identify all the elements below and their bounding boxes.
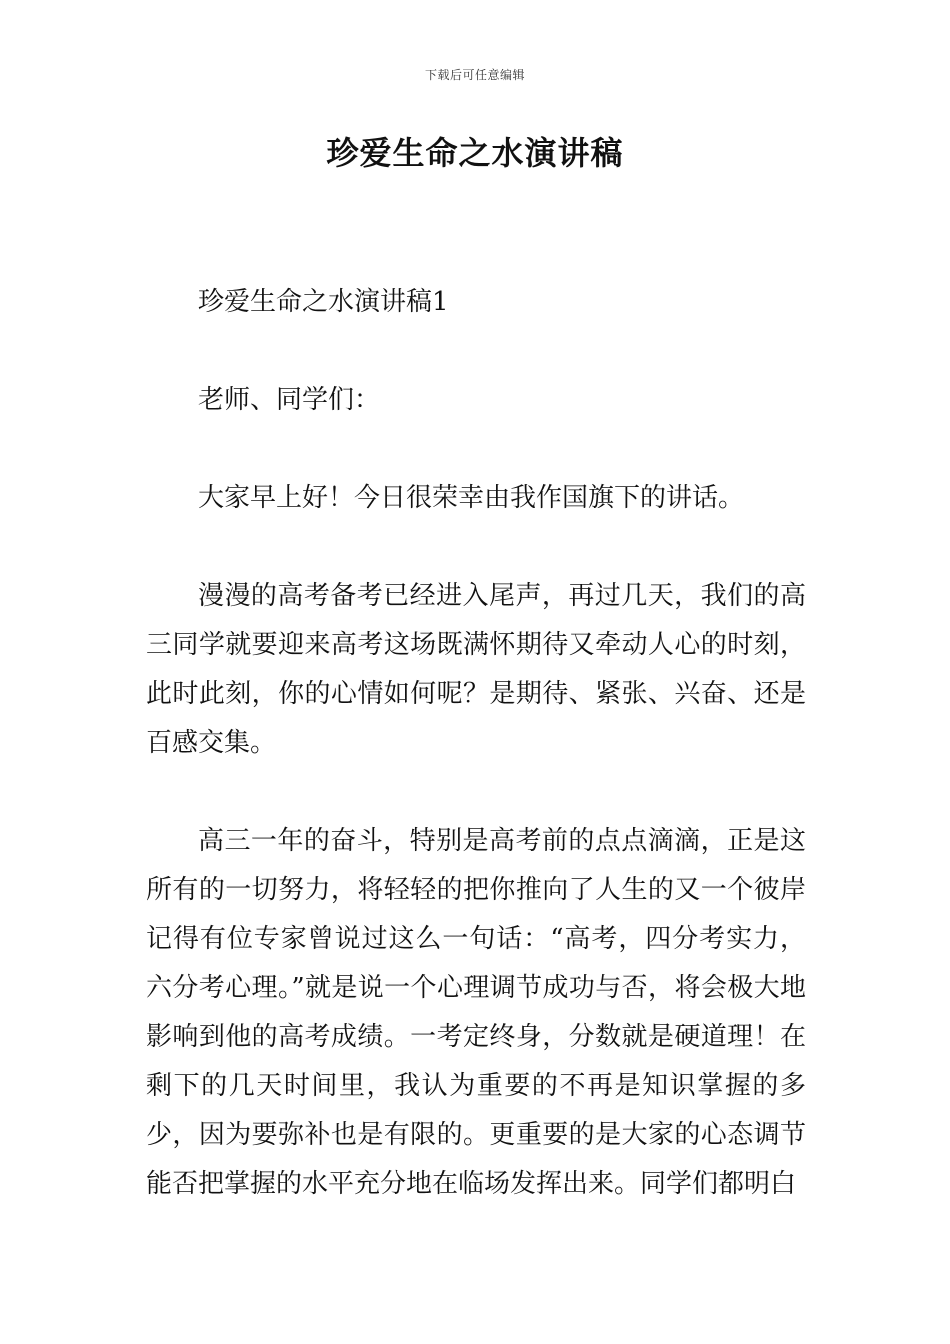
paragraph-body-1: 漫漫的高考备考已经进入尾声，再过几天，我们的高三同学就要迎来高考这场既满怀期待又牵动人心的时刻，此时此刻，你的心情如何呢？是期待、紧张、兴奋、还是百感交集。 bbox=[146, 581, 806, 758]
document-title: 珍爱生命之水演讲稿 bbox=[326, 134, 624, 172]
paragraph-body-2: 高三一年的奋斗，特别是高考前的点点滴滴，正是这所有的一切努力，将轻轻的把你推向了人生的又一个彼岸记得有位专家曾说过这么一句话：“高考，四分考实力，六分考心理。”就是说一个心理调节成功与否，将会极大地影响到他的高考成绩。一考定终身，分数就是硬道理！在剩下的几天时间里，我认为重要的不再是知识掌握的多少，因为要弥补也是有限的。更重要的是大家的心态调节能否把掌握的水平充分地在临场发挥出来。同学们都明白 bbox=[146, 826, 806, 1199]
paragraph-subtitle: 珍爱生命之水演讲稿1 bbox=[198, 287, 449, 317]
paragraph-greeting: 大家早上好！今日很荣幸由我作国旗下的讲话。 bbox=[198, 483, 745, 513]
paragraph-salutation: 老师、同学们： bbox=[198, 385, 381, 415]
header-note: 下载后可任意编辑 bbox=[424, 68, 525, 82]
document-body bbox=[146, 278, 806, 1209]
